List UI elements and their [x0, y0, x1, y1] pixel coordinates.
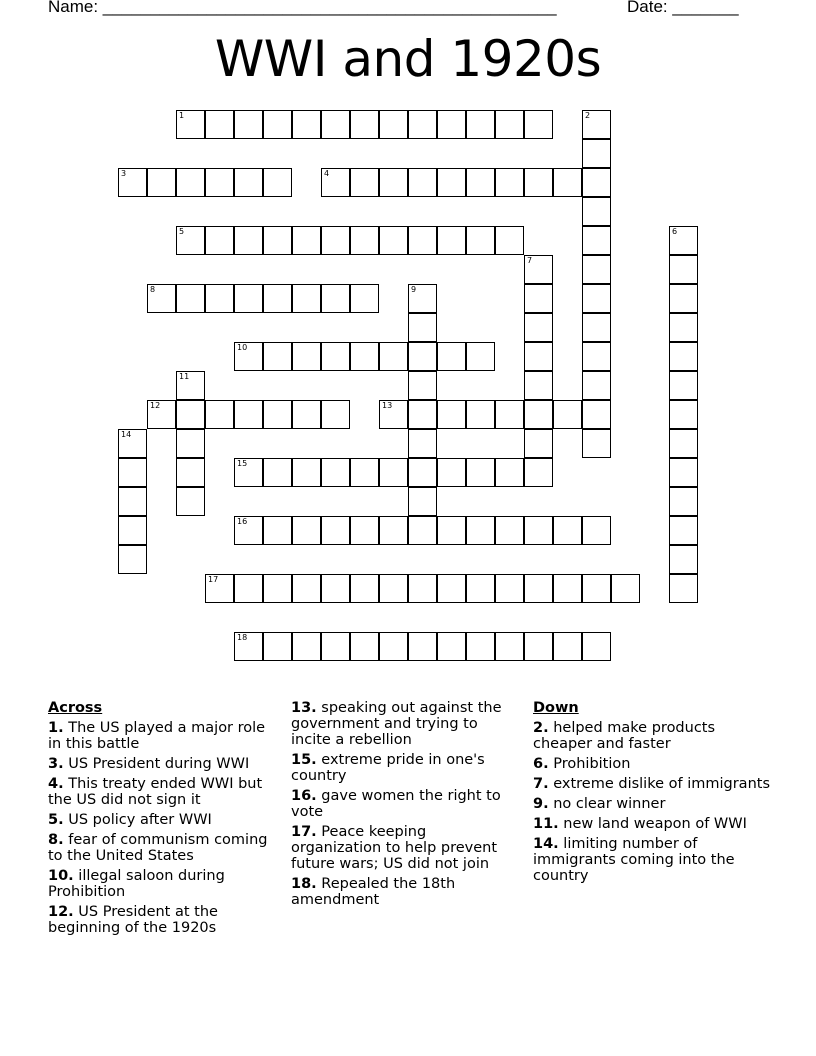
grid-cell[interactable] — [495, 110, 524, 139]
grid-cell[interactable] — [524, 255, 553, 284]
grid-cell[interactable] — [234, 168, 263, 197]
grid-cell[interactable] — [234, 574, 263, 603]
grid-cell[interactable] — [379, 458, 408, 487]
grid-cell[interactable] — [669, 429, 698, 458]
grid-cell[interactable] — [466, 632, 495, 661]
grid-cell[interactable] — [350, 632, 379, 661]
grid-cell[interactable] — [495, 458, 524, 487]
grid-cell[interactable] — [234, 110, 263, 139]
clue-text: US President at the beginning of the 1920s — [48, 904, 218, 936]
grid-cell[interactable] — [292, 400, 321, 429]
grid-cell[interactable] — [408, 226, 437, 255]
grid-cell[interactable] — [582, 574, 611, 603]
grid-cell[interactable] — [176, 110, 205, 139]
clue-item — [48, 832, 273, 864]
clue-number-label: 10. — [48, 868, 74, 884]
grid-cell[interactable] — [524, 313, 553, 342]
grid-cell[interactable] — [524, 168, 553, 197]
grid-cell[interactable] — [321, 110, 350, 139]
clue-number-label: 5. — [48, 812, 64, 828]
clue-text: gave women the right to vote — [291, 788, 501, 820]
grid-cell[interactable] — [292, 632, 321, 661]
across-heading: Across — [48, 700, 103, 716]
grid-cell[interactable] — [350, 342, 379, 371]
grid-cell[interactable] — [495, 516, 524, 545]
grid-cell[interactable] — [379, 342, 408, 371]
grid-cell[interactable] — [524, 371, 553, 400]
clue-text: limiting number of immigrants coming into the country — [533, 836, 735, 884]
name-field: Name: ________________________________________________ — [48, 0, 557, 16]
grid-cell[interactable] — [205, 284, 234, 313]
clue-text: Repealed the 18th amendment — [291, 876, 456, 908]
clue-number-label: 13. — [291, 700, 317, 716]
grid-cell[interactable] — [582, 226, 611, 255]
grid-cell[interactable] — [408, 574, 437, 603]
clue-text: fear of communism coming to the United States — [48, 832, 268, 864]
grid-cell[interactable] — [350, 284, 379, 313]
grid-cell[interactable] — [321, 342, 350, 371]
grid-cell[interactable] — [321, 400, 350, 429]
grid-cell[interactable] — [495, 400, 524, 429]
grid-cell[interactable] — [466, 342, 495, 371]
clue-text: Prohibition — [553, 756, 631, 772]
clue-number-label: 17. — [291, 824, 317, 840]
grid-cell[interactable] — [582, 516, 611, 545]
grid-cell[interactable] — [582, 342, 611, 371]
grid-cell[interactable] — [524, 458, 553, 487]
grid-cell[interactable] — [466, 226, 495, 255]
clue-text: helped make products cheaper and faster — [533, 720, 716, 752]
grid-cell[interactable] — [234, 284, 263, 313]
grid-cell[interactable] — [553, 400, 582, 429]
grid-cell[interactable] — [205, 400, 234, 429]
grid-cell[interactable] — [669, 458, 698, 487]
grid-cell[interactable] — [408, 632, 437, 661]
clue-number: 5 — [179, 227, 185, 236]
clue-item — [533, 796, 773, 812]
clue-number: 9 — [411, 285, 417, 294]
clue-item — [533, 756, 773, 772]
grid-cell[interactable] — [292, 226, 321, 255]
grid-cell[interactable] — [350, 458, 379, 487]
grid-cell[interactable] — [292, 574, 321, 603]
clue-column-3 — [533, 700, 773, 888]
grid-cell[interactable] — [582, 255, 611, 284]
grid-cell[interactable] — [582, 400, 611, 429]
grid-cell[interactable] — [205, 110, 234, 139]
grid-cell[interactable] — [408, 371, 437, 400]
grid-cell[interactable] — [553, 168, 582, 197]
grid-cell[interactable] — [263, 342, 292, 371]
clue-item — [48, 812, 273, 828]
clue-text: no clear winner — [553, 796, 666, 812]
grid-cell[interactable] — [350, 110, 379, 139]
grid-cell[interactable] — [234, 516, 263, 545]
grid-cell[interactable] — [176, 284, 205, 313]
grid-cell[interactable] — [582, 139, 611, 168]
grid-cell[interactable] — [379, 110, 408, 139]
clue-item — [533, 816, 773, 832]
grid-cell[interactable] — [466, 110, 495, 139]
grid-cell[interactable] — [234, 632, 263, 661]
grid-cell[interactable] — [437, 574, 466, 603]
grid-cell[interactable] — [669, 516, 698, 545]
grid-cell[interactable] — [147, 400, 176, 429]
grid-cell[interactable] — [176, 226, 205, 255]
grid-cell[interactable] — [176, 371, 205, 400]
clue-number-label: 2. — [533, 720, 549, 736]
grid-cell[interactable] — [495, 168, 524, 197]
clue-text: illegal saloon during Prohibition — [48, 868, 225, 900]
grid-cell[interactable] — [263, 226, 292, 255]
grid-cell[interactable] — [669, 371, 698, 400]
grid-cell[interactable] — [205, 226, 234, 255]
grid-cell[interactable] — [437, 168, 466, 197]
grid-cell[interactable] — [669, 313, 698, 342]
grid-cell[interactable] — [437, 342, 466, 371]
clue-item — [533, 720, 773, 752]
clue-item — [48, 904, 273, 936]
grid-cell[interactable] — [292, 110, 321, 139]
clue-item — [533, 836, 773, 884]
grid-cell[interactable] — [321, 168, 350, 197]
grid-cell[interactable] — [263, 284, 292, 313]
clue-number: 1 — [179, 111, 185, 120]
clue-item — [48, 868, 273, 900]
grid-cell[interactable] — [466, 458, 495, 487]
grid-cell[interactable] — [669, 487, 698, 516]
grid-cell[interactable] — [379, 168, 408, 197]
grid-cell[interactable] — [350, 574, 379, 603]
grid-cell[interactable] — [582, 632, 611, 661]
grid-cell[interactable] — [553, 574, 582, 603]
clue-number: 6 — [672, 227, 678, 236]
clue-number: 3 — [121, 169, 127, 178]
grid-cell[interactable] — [408, 313, 437, 342]
clue-number: 2 — [585, 111, 591, 120]
grid-cell[interactable] — [466, 168, 495, 197]
grid-cell[interactable] — [611, 574, 640, 603]
clue-number-label: 1. — [48, 720, 64, 736]
grid-cell[interactable] — [118, 487, 147, 516]
grid-cell[interactable] — [437, 226, 466, 255]
clue-item — [48, 756, 273, 772]
grid-cell[interactable] — [524, 110, 553, 139]
grid-cell[interactable] — [350, 226, 379, 255]
clue-item — [533, 776, 773, 792]
grid-cell[interactable] — [147, 168, 176, 197]
grid-cell[interactable] — [669, 342, 698, 371]
grid-cell[interactable] — [495, 574, 524, 603]
clue-item — [291, 876, 516, 908]
grid-cell[interactable] — [321, 226, 350, 255]
clue-number: 16 — [237, 517, 248, 526]
grid-cell[interactable] — [321, 632, 350, 661]
grid-cell[interactable] — [466, 574, 495, 603]
grid-cell[interactable] — [669, 400, 698, 429]
grid-cell[interactable] — [234, 226, 263, 255]
grid-cell[interactable] — [118, 545, 147, 574]
clue-text: extreme pride in one's country — [291, 752, 485, 784]
clue-number-label: 6. — [533, 756, 549, 772]
clue-number: 12 — [150, 401, 161, 410]
grid-cell[interactable] — [495, 226, 524, 255]
clue-column-2 — [291, 700, 516, 912]
grid-cell[interactable] — [176, 429, 205, 458]
clue-number-label: 14. — [533, 836, 559, 852]
grid-cell[interactable] — [408, 400, 437, 429]
grid-cell[interactable] — [582, 197, 611, 226]
grid-cell[interactable] — [437, 400, 466, 429]
clue-text: new land weapon of WWI — [563, 816, 747, 832]
page-title: WWI and 1920s — [214, 30, 602, 88]
grid-cell[interactable] — [408, 342, 437, 371]
clue-number: 4 — [324, 169, 330, 178]
clue-item — [291, 824, 516, 872]
clue-text: This treaty ended WWI but the US did not sign it — [48, 776, 263, 808]
grid-cell[interactable] — [205, 574, 234, 603]
date-field: Date: _______ — [627, 0, 739, 16]
grid-cell[interactable] — [292, 458, 321, 487]
grid-cell[interactable] — [408, 284, 437, 313]
clue-text: speaking out against the government and trying to incite a rebellion — [291, 700, 502, 748]
clue-number-label: 8. — [48, 832, 64, 848]
clue-column-1 — [48, 700, 273, 940]
grid-cell[interactable] — [263, 632, 292, 661]
grid-cell[interactable] — [437, 516, 466, 545]
clue-number-label: 9. — [533, 796, 549, 812]
grid-cell[interactable] — [524, 429, 553, 458]
grid-cell[interactable] — [524, 574, 553, 603]
grid-cell[interactable] — [379, 632, 408, 661]
grid-cell[interactable] — [582, 110, 611, 139]
clue-number: 14 — [121, 430, 132, 439]
grid-cell[interactable] — [524, 516, 553, 545]
grid-cell[interactable] — [234, 458, 263, 487]
grid-cell[interactable] — [118, 429, 147, 458]
clue-number-label: 18. — [291, 876, 317, 892]
clue-number: 15 — [237, 459, 248, 468]
clue-text: US President during WWI — [68, 756, 250, 772]
clue-number-label: 15. — [291, 752, 317, 768]
grid-cell[interactable] — [582, 429, 611, 458]
clue-number-label: 16. — [291, 788, 317, 804]
clue-text: The US played a major role in this battle — [48, 720, 266, 752]
grid-cell[interactable] — [292, 516, 321, 545]
clue-number: 10 — [237, 343, 248, 352]
clue-number-label: 3. — [48, 756, 64, 772]
grid-cell[interactable] — [466, 400, 495, 429]
clue-item — [291, 752, 516, 784]
grid-cell[interactable] — [321, 516, 350, 545]
grid-cell[interactable] — [582, 371, 611, 400]
grid-cell[interactable] — [176, 168, 205, 197]
grid-cell[interactable] — [408, 487, 437, 516]
clue-item — [291, 700, 516, 748]
grid-cell[interactable] — [553, 632, 582, 661]
clue-number: 7 — [527, 256, 533, 265]
clue-number-label: 4. — [48, 776, 64, 792]
grid-cell[interactable] — [379, 400, 408, 429]
grid-cell[interactable] — [582, 313, 611, 342]
grid-cell[interactable] — [669, 574, 698, 603]
grid-cell[interactable] — [669, 545, 698, 574]
grid-cell[interactable] — [669, 255, 698, 284]
clue-text: Peace keeping organization to help prevent future wars; US did not join — [291, 824, 498, 872]
clue-number: 17 — [208, 575, 219, 584]
grid-cell[interactable] — [437, 458, 466, 487]
grid-cell[interactable] — [263, 516, 292, 545]
grid-cell[interactable] — [321, 574, 350, 603]
clue-number: 11 — [179, 372, 190, 381]
grid-cell[interactable] — [466, 516, 495, 545]
grid-cell[interactable] — [553, 516, 582, 545]
grid-cell[interactable] — [408, 516, 437, 545]
grid-cell[interactable] — [118, 168, 147, 197]
grid-cell[interactable] — [582, 284, 611, 313]
grid-cell[interactable] — [118, 458, 147, 487]
grid-cell[interactable] — [669, 284, 698, 313]
clue-number: 18 — [237, 633, 248, 642]
down-heading: Down — [533, 700, 579, 716]
grid-cell[interactable] — [379, 226, 408, 255]
grid-cell[interactable] — [263, 110, 292, 139]
grid-cell[interactable] — [263, 400, 292, 429]
grid-cell[interactable] — [263, 168, 292, 197]
grid-cell[interactable] — [350, 168, 379, 197]
clue-item — [291, 788, 516, 820]
clue-number: 8 — [150, 285, 156, 294]
grid-cell[interactable] — [437, 632, 466, 661]
grid-cell[interactable] — [408, 168, 437, 197]
grid-cell[interactable] — [118, 516, 147, 545]
grid-cell[interactable] — [408, 458, 437, 487]
grid-cell[interactable] — [292, 342, 321, 371]
clue-number-label: 11. — [533, 816, 559, 832]
grid-cell[interactable] — [263, 458, 292, 487]
grid-cell[interactable] — [176, 458, 205, 487]
grid-cell[interactable] — [524, 632, 553, 661]
grid-cell[interactable] — [205, 168, 234, 197]
clue-item — [48, 720, 273, 752]
grid-cell[interactable] — [524, 400, 553, 429]
clue-number-label: 12. — [48, 904, 74, 920]
clue-text: US policy after WWI — [68, 812, 212, 828]
grid-cell[interactable] — [408, 110, 437, 139]
clue-text: extreme dislike of immigrants — [553, 776, 770, 792]
grid-cell[interactable] — [524, 342, 553, 371]
grid-cell[interactable] — [176, 400, 205, 429]
grid-cell[interactable] — [582, 168, 611, 197]
grid-cell[interactable] — [669, 226, 698, 255]
grid-cell[interactable] — [147, 284, 176, 313]
grid-cell[interactable] — [234, 342, 263, 371]
clue-number-label: 7. — [533, 776, 549, 792]
grid-cell[interactable] — [379, 516, 408, 545]
clue-item — [48, 776, 273, 808]
grid-cell[interactable] — [292, 284, 321, 313]
grid-cell[interactable] — [524, 284, 553, 313]
grid-cell[interactable] — [408, 429, 437, 458]
grid-cell[interactable] — [379, 574, 408, 603]
clue-number: 13 — [382, 401, 393, 410]
grid-cell[interactable] — [321, 284, 350, 313]
grid-cell[interactable] — [321, 458, 350, 487]
grid-cell[interactable] — [437, 110, 466, 139]
grid-cell[interactable] — [263, 574, 292, 603]
grid-cell[interactable] — [495, 632, 524, 661]
grid-cell[interactable] — [176, 487, 205, 516]
grid-cell[interactable] — [234, 400, 263, 429]
grid-cell[interactable] — [350, 516, 379, 545]
